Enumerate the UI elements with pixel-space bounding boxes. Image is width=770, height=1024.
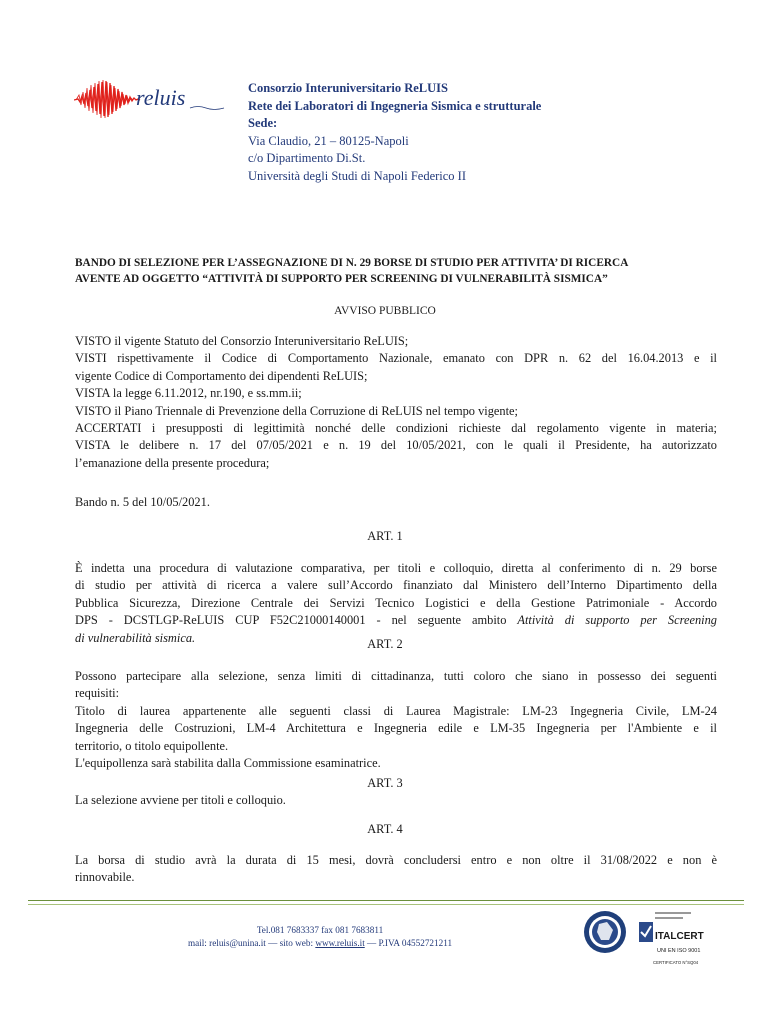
premise-line: l’emanazione della presente procedura; xyxy=(75,455,270,470)
reluis-logo xyxy=(74,78,226,120)
italcert-brand: ITALCERT xyxy=(655,931,704,942)
letterhead xyxy=(248,80,718,186)
website-link[interactable]: www.reluis.it xyxy=(315,938,365,948)
art-2-line: Possono partecipare alla selezione, senza limiti di cittadinanza, tutti coloro che siano in possesso dei seguenti xyxy=(75,669,717,683)
network-name: Rete dei Laboratori di Ingegneria Sismica e strutturale xyxy=(248,98,542,113)
art-4-line: rinnovabile. xyxy=(75,870,135,885)
art-1-line: Pubblica Sicurezza, Direzione Centrale dei Servizi Tecnico Logistici e della Gestione Patrimoniale - Accordo xyxy=(75,595,717,610)
premise-line: VISTO il vigente Statuto del Consorzio Interuniversitario ReLUIS; xyxy=(75,334,409,348)
premises xyxy=(75,333,717,472)
art-1-body xyxy=(75,560,717,647)
document-title xyxy=(75,255,717,287)
art-4-heading: ART. 4 xyxy=(367,822,403,836)
art-1-ambito: Attività di supporto per Screening xyxy=(517,613,717,628)
premise-line: VISTI rispettivamente il Codice di Comportamento Nazionale, emanato con DPR n. 62 del 16.04.2013 e il xyxy=(75,351,717,366)
art-1-cup-text: DPS - DCSTLGP-ReLUIS CUP F52C21000140001 - nel seguente ambito xyxy=(75,613,518,628)
art-1-ambito-end: di vulnerabilità sismica. xyxy=(75,630,196,645)
seismograph-wave-icon xyxy=(74,80,140,118)
premise-line: VISTA la legge 6.11.2012, nr.190, e ss.mm.ii; xyxy=(75,386,302,401)
footer-mail: mail: reluis@unina.it — sito web: xyxy=(187,938,316,948)
art-2-line: L'equipollenza sarà stabilita dalla Commissione esaminatrice. xyxy=(75,756,381,771)
art-3-heading: ART. 3 xyxy=(367,776,403,790)
address: Via Claudio, 21 – 80125-Napoli xyxy=(248,133,409,148)
footer-divider-thin xyxy=(28,904,744,905)
art-2-line: Titolo di laurea appartenente alle seguenti classi di Laurea Magistrale: LM-23 Ingegneria Civile, LM-24 xyxy=(75,703,717,718)
iso-standard: UNI EN ISO 9001 xyxy=(657,948,701,954)
footer-phone: Tel.081 7683337 fax 081 7683811 xyxy=(256,925,384,935)
art-1-line: È indetta una procedura di valutazione comparativa, per titoli e colloquio, diretta al conferimento di n. 29 borse xyxy=(75,561,717,575)
certificate-number: CERTIFICATO N°SQ04 xyxy=(653,960,699,965)
seat-label: Sede: xyxy=(248,116,278,131)
premise-line: VISTO il Piano Triennale di Prevenzione della Corruzione di ReLUIS nel tempo vigente; xyxy=(75,403,519,418)
footer-mail-line xyxy=(0,937,640,950)
org-name: Consorzio Interuniversitario ReLUIS xyxy=(248,81,448,95)
art-4-body xyxy=(75,852,717,887)
title-line-2: AVENTE AD OGGETTO “ATTIVITÀ DI SUPPORTO PER SCREENING DI VULNERABILITÀ SISMICA” xyxy=(75,273,608,285)
avviso-pubblico: AVVISO PUBBLICO xyxy=(334,305,436,317)
art-2-line: territorio, o titolo equipollente. xyxy=(75,738,229,753)
art-1-line: di studio per attività di ricerca a valere sull’Accordo finanziato dal Ministero dell’Interno Dipartimento della xyxy=(75,578,717,593)
premise-line: ACCERTATI i presupposti di legittimità nonché delle condizioni richieste dal regolamento vigente in materia; xyxy=(75,421,717,436)
footer-divider xyxy=(28,900,744,901)
department: c/o Dipartimento Di.St. xyxy=(248,151,366,166)
certification-logos xyxy=(583,906,733,970)
footer-piva: — P.IVA 04552721211 xyxy=(364,938,453,948)
art-2-line: requisiti: xyxy=(75,686,120,701)
footer-contact xyxy=(0,924,640,950)
premise-line: VISTA le delibere n. 17 del 07/05/2021 e n. 19 del 10/05/2021, con le quali il Presidente, ha autorizzato xyxy=(75,438,717,453)
art-2-body xyxy=(75,668,717,772)
art-1-heading: ART. 1 xyxy=(367,529,403,543)
premise-line: vigente Codice di Comportamento dei dipendenti ReLUIS; xyxy=(75,368,368,383)
art-1-line xyxy=(75,612,717,629)
art-2-line: Ingegneria delle Costruzioni, LM-4 Architettura e Ingegneria edile e LM-35 Ingegneria per l'Ambiente e il xyxy=(75,721,717,736)
bando-reference: Bando n. 5 del 10/05/2021. xyxy=(75,495,210,509)
art-3-body: La selezione avviene per titoli e colloquio. xyxy=(75,793,286,807)
art-4-line: La borsa di studio avrà la durata di 15 mesi, dovrà concludersi entro e non oltre il 31/08/2022 e non è xyxy=(75,853,717,867)
art-2-heading: ART. 2 xyxy=(367,637,403,651)
logo-text: reluis xyxy=(136,85,186,110)
accredia-seal-icon xyxy=(584,911,626,953)
title-line-1: BANDO DI SELEZIONE PER L’ASSEGNAZIONE DI N. 29 BORSE DI STUDIO PER ATTIVITA’ DI RICERCA xyxy=(75,257,629,269)
university: Università degli Studi di Napoli Federico II xyxy=(248,168,467,183)
